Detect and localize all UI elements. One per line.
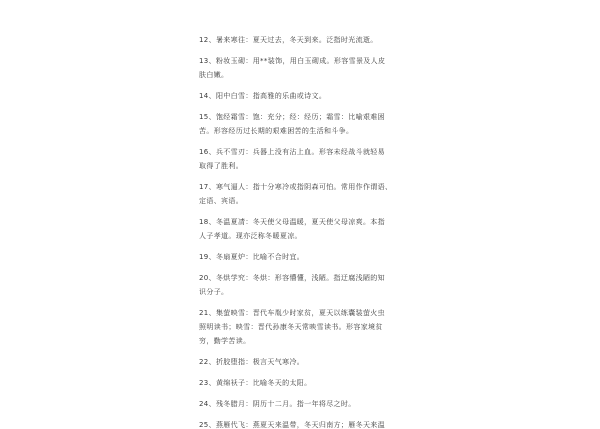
entry-line: 12、暑来寒往：夏天过去，冬天到来。泛指时光流逝。 (199, 36, 378, 44)
entry-line: 16、兵不雪刃：兵器上没有沾上血。形容未经战斗就轻易 (199, 148, 386, 156)
list-item (199, 253, 439, 261)
list-item (199, 57, 439, 79)
entry-line: 19、冬扇夏炉：比喻不合时宜。 (199, 253, 305, 261)
list-item (199, 358, 439, 366)
list-item (199, 183, 439, 205)
list-item (199, 36, 439, 44)
entry-line: 人子孝道。现亦泛称冬暖夏凉。 (199, 232, 302, 240)
entry-line: 20、冬烘学究：冬烘：形容懵懂，浅陋。指迂腐浅陋的知 (199, 274, 386, 282)
entry-line: 15、饱经霜雪：饱：充分；经：经历；霜雪：比喻艰难困 (199, 113, 386, 121)
entry-line: 肤白嫩。 (199, 71, 229, 79)
entry-line: 照明读书；映雪：晋代孙康冬天常映雪读书。形容家境贫 (199, 323, 383, 331)
list-item (199, 92, 439, 100)
list-item (199, 113, 439, 135)
entry-line: 17、寒气逼人：指十分寒冷或指阴森可怕。常用作作谓语、 (199, 183, 393, 191)
entry-line: 25、燕雁代飞：燕夏天来温带，冬天归南方；雁冬天来温 (199, 421, 386, 429)
entry-line: 穷，勤学苦读。 (199, 337, 251, 345)
entry-line: 识分子。 (199, 288, 229, 296)
list-item (199, 400, 439, 408)
list-item (199, 148, 439, 170)
entry-line: 23、黄绵袄子：比喻冬天的太阳。 (199, 379, 312, 387)
list-item (199, 274, 439, 296)
entry-line: 21、集萤映雪：晋代车胤少时家贫，夏天以练囊装萤火虫 (199, 309, 386, 317)
entry-line: 苦。形容经历过长期的艰难困苦的生活和斗争。 (199, 127, 354, 135)
entry-line: 24、残冬腊月：阴历十二月。指一年将尽之时。 (199, 400, 356, 408)
list-item (199, 218, 439, 240)
entry-line: 18、冬温夏凊：冬天使父母温暖，夏天使父母凉爽。本指 (199, 218, 386, 226)
entry-line: 定语、宾语。 (199, 197, 244, 205)
list-item (199, 379, 439, 387)
document-page (199, 36, 439, 429)
entry-line: 14、阳中白雪：指高雅的乐曲或诗文。 (199, 92, 327, 100)
entry-line: 取得了胜利。 (199, 162, 244, 170)
entry-line: 22、折胶堕指：极言天气寒冷。 (199, 358, 305, 366)
entry-line: 13、粉妆玉砌：用**装饰，用白玉砌成。形容雪景及人皮 (199, 57, 386, 65)
list-item (199, 309, 439, 345)
list-item (199, 421, 439, 429)
